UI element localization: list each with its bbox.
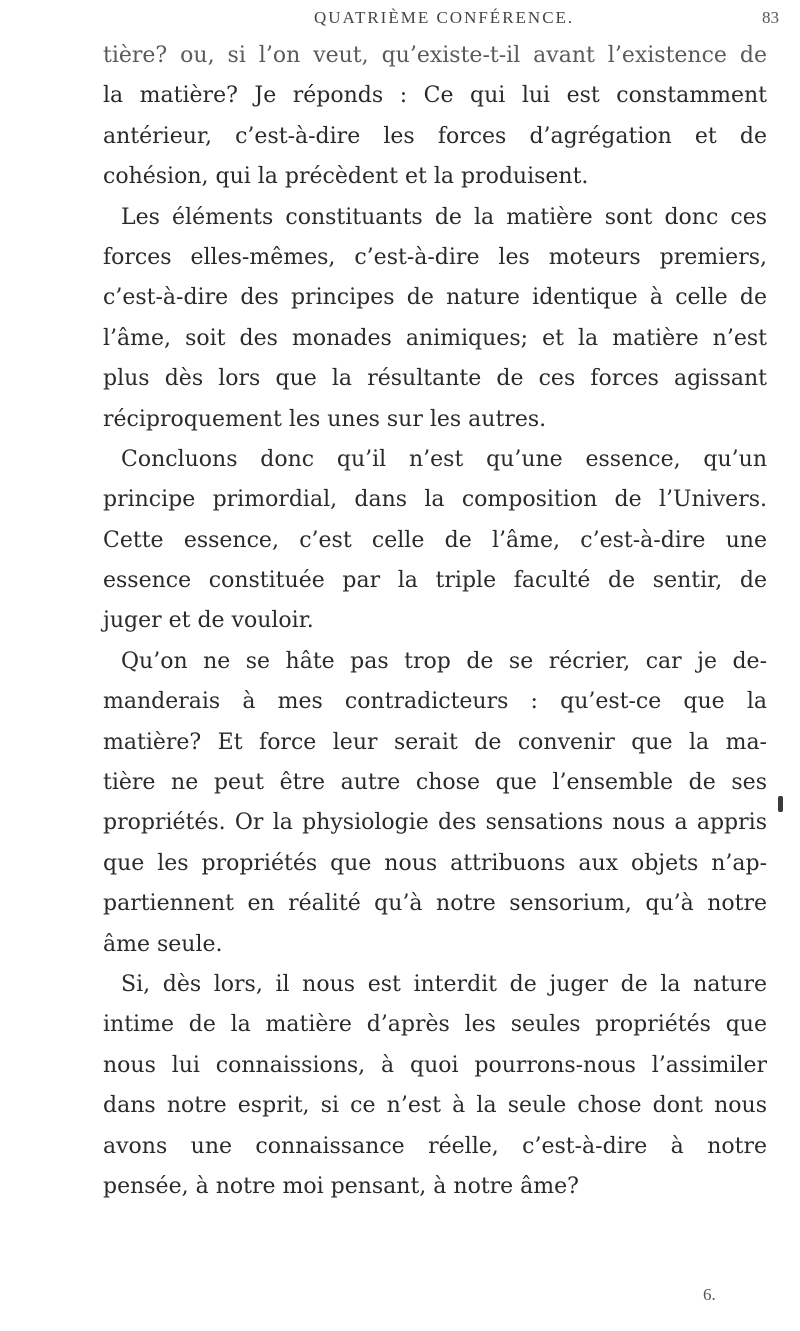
text-line: antérieur, c’est-à-dire les forces d’agrégation et de <box>103 123 767 149</box>
text-line: nous lui connaissions, à quoi pourrons-nous l’assimiler <box>103 1052 767 1078</box>
text-line: juger et de vouloir. <box>103 608 314 634</box>
text-line: tière? ou, si l’on veut, qu’existe-t-il avant l’existence de <box>103 43 767 68</box>
text-line: la matière? Je réponds : Ce qui lui est constamment <box>103 83 767 109</box>
text-line: partiennent en réalité qu’à notre sensorium, qu’à notre <box>103 891 767 917</box>
text-line: que les propriétés que nous attribuons aux objets n’ap- <box>103 850 767 876</box>
text-line: âme seule. <box>103 931 223 957</box>
text-line: cohésion, qui la précèdent et la produisent. <box>103 164 589 190</box>
margin-mark <box>778 796 783 812</box>
text-line: Concluons donc qu’il n’est qu’une essence, qu’un <box>121 446 767 472</box>
page-number: 83 <box>762 8 779 27</box>
text-line: principe primordial, dans la composition de l’Univers. <box>103 487 767 513</box>
text-line: Qu’on ne se hâte pas trop de se récrier, car je de- <box>121 648 767 674</box>
text-line: essence constituée par la triple faculté de sentir, de <box>103 568 767 594</box>
signature-mark: 6. <box>703 1285 716 1304</box>
text-line: plus dès lors que la résultante de ces forces agissant <box>103 366 767 392</box>
text-line: réciproquement les unes sur les autres. <box>103 406 547 432</box>
text-line: Si, dès lors, il nous est interdit de juger de la nature <box>121 971 767 997</box>
text-line: c’est-à-dire des principes de nature identique à celle de <box>103 285 767 311</box>
text-line: l’âme, soit des monades animiques; et la matière n’est <box>103 325 767 351</box>
text-line: propriétés. Or la physiologie des sensations nous a appris <box>103 810 767 836</box>
text-line: Les éléments constituants de la matière sont donc ces <box>121 204 767 230</box>
text-line: intime de la matière d’après les seules propriétés que <box>103 1012 767 1038</box>
running-head <box>0 8 800 32</box>
text-line: tière ne peut être autre chose que l’ensemble de ses <box>103 770 767 796</box>
body-text <box>103 36 767 1207</box>
text-line: pensée, à notre moi pensant, à notre âme? <box>103 1173 579 1199</box>
running-title: QUATRIÈME CONFÉRENCE. <box>314 8 575 27</box>
text-line: matière? Et force leur serait de convenir que la ma- <box>103 729 767 755</box>
text-line: avons une connaissance réelle, c’est-à-dire à notre <box>103 1133 767 1159</box>
text-line: manderais à mes contradicteurs : qu’est-ce que la <box>103 689 767 715</box>
text-line: forces elles-mêmes, c’est-à-dire les moteurs premiers, <box>103 244 767 270</box>
text-line: Cette essence, c’est celle de l’âme, c’est-à-dire une <box>103 527 767 553</box>
text-line: dans notre esprit, si ce n’est à la seule chose dont nous <box>103 1093 767 1119</box>
